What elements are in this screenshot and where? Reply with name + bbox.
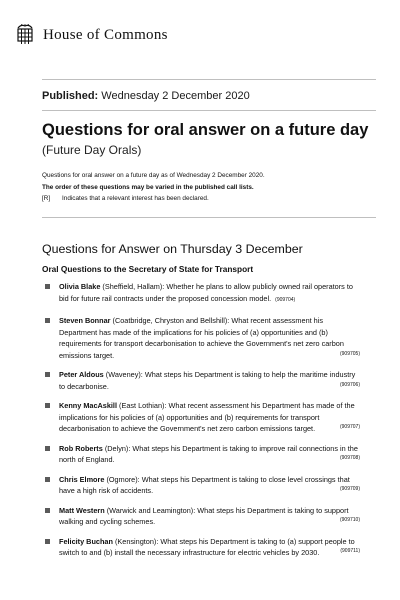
question-ref: (909710) xyxy=(339,517,360,523)
bullet-square-icon xyxy=(45,508,50,513)
bullet-square-icon xyxy=(45,372,50,377)
bullet-square-icon xyxy=(45,539,50,544)
question-member: Kenny MacAskill xyxy=(59,401,117,410)
question-member: Felicity Buchan xyxy=(59,536,113,546)
meta-line-order: The order of these questions may be varied in the published call lists. xyxy=(42,183,254,191)
question-text: (East Lothian): What recent assessment his Department has made of the implications for his policies of (a) opportunities and (b) requirements for transport decarbonisation to achieve the Government's net zero carbon emissions target. xyxy=(59,401,355,433)
question-ref: (909709) xyxy=(339,486,360,492)
question-item xyxy=(42,536,360,559)
question-list xyxy=(42,281,360,559)
meta-notes xyxy=(42,170,382,205)
question-member: Peter Aldous xyxy=(59,370,104,379)
question-ref: (909704) xyxy=(275,296,296,303)
section-subheading: Oral Questions to the Secretary of State for Transport xyxy=(42,264,254,274)
bullet-square-icon xyxy=(45,477,50,482)
divider-section xyxy=(42,217,376,218)
question-text: (Kensington): What steps his Department is taking to (a) support people to switch to and (b) install the necessary infrastructure for electric vehicles by 2030. xyxy=(59,536,355,557)
question-member: Rob Roberts xyxy=(59,443,103,453)
document-header xyxy=(16,24,168,46)
meta-line-interest xyxy=(42,193,382,205)
published-line xyxy=(42,90,250,102)
question-member: Steven Bonnar xyxy=(59,316,111,325)
question-text: (Coatbridge, Chryston and Bellshill): What recent assessment his Department has made of the implications for his policies of (a) opportunities and (b) requirements for transport decarbonisation to achieve the Government's net zero carbon emissions target. xyxy=(59,316,344,360)
divider-published xyxy=(42,110,376,111)
question-text: (Sheffield, Hallam): Whether he plans to allow publicly owned rail operators to bid for future rail contracts under the proposed concession model. xyxy=(59,282,353,303)
question-text: (Delyn): What steps his Department is taking to improve rail connections in the north of England. xyxy=(59,443,358,464)
bullet-square-icon xyxy=(45,403,50,408)
question-item xyxy=(42,505,360,528)
portcullis-icon xyxy=(16,24,34,46)
interest-tag: [R] xyxy=(42,195,51,202)
question-item xyxy=(42,281,360,306)
published-date: Wednesday 2 December 2020 xyxy=(101,90,250,102)
question-member: Matt Western xyxy=(59,505,105,515)
interest-text: Indicates that a relevant interest has been declared. xyxy=(62,195,209,202)
divider-top xyxy=(42,79,376,80)
bullet-square-icon xyxy=(45,318,50,323)
question-text: (Waveney): What steps his Department is taking to help the maritime industry to decarbonise. xyxy=(59,370,356,391)
question-ref: (909707) xyxy=(339,424,360,430)
house-title: House of Commons xyxy=(43,26,168,43)
published-label: Published: xyxy=(42,90,99,102)
section-heading: Questions for Answer on Thursday 3 December xyxy=(42,242,303,256)
question-ref: (909708) xyxy=(339,455,360,461)
question-ref: (909706) xyxy=(339,381,360,388)
question-member: Chris Elmore xyxy=(59,474,105,484)
meta-line-as-of: Questions for oral answer on a future day as of Wednesday 2 December 2020. xyxy=(42,172,265,179)
document-subtitle: (Future Day Orals) xyxy=(42,143,142,157)
question-item xyxy=(42,474,360,497)
question-item xyxy=(42,443,360,466)
question-item xyxy=(42,400,360,435)
bullet-square-icon xyxy=(45,446,50,451)
question-ref: (909711) xyxy=(340,548,360,554)
question-text: (Ogmore): What steps his Department is taking to close level crossings that have a high risk of accidents. xyxy=(59,474,350,495)
question-ref: (909705) xyxy=(339,350,360,357)
question-text: (Warwick and Leamington): What steps his Department is taking to support walking and cycling schemes. xyxy=(59,505,349,526)
question-item xyxy=(42,315,360,361)
question-item xyxy=(42,369,360,392)
document-title: Questions for oral answer on a future day xyxy=(42,121,369,139)
question-member: Olivia Blake xyxy=(59,282,101,291)
bullet-square-icon xyxy=(45,284,50,289)
